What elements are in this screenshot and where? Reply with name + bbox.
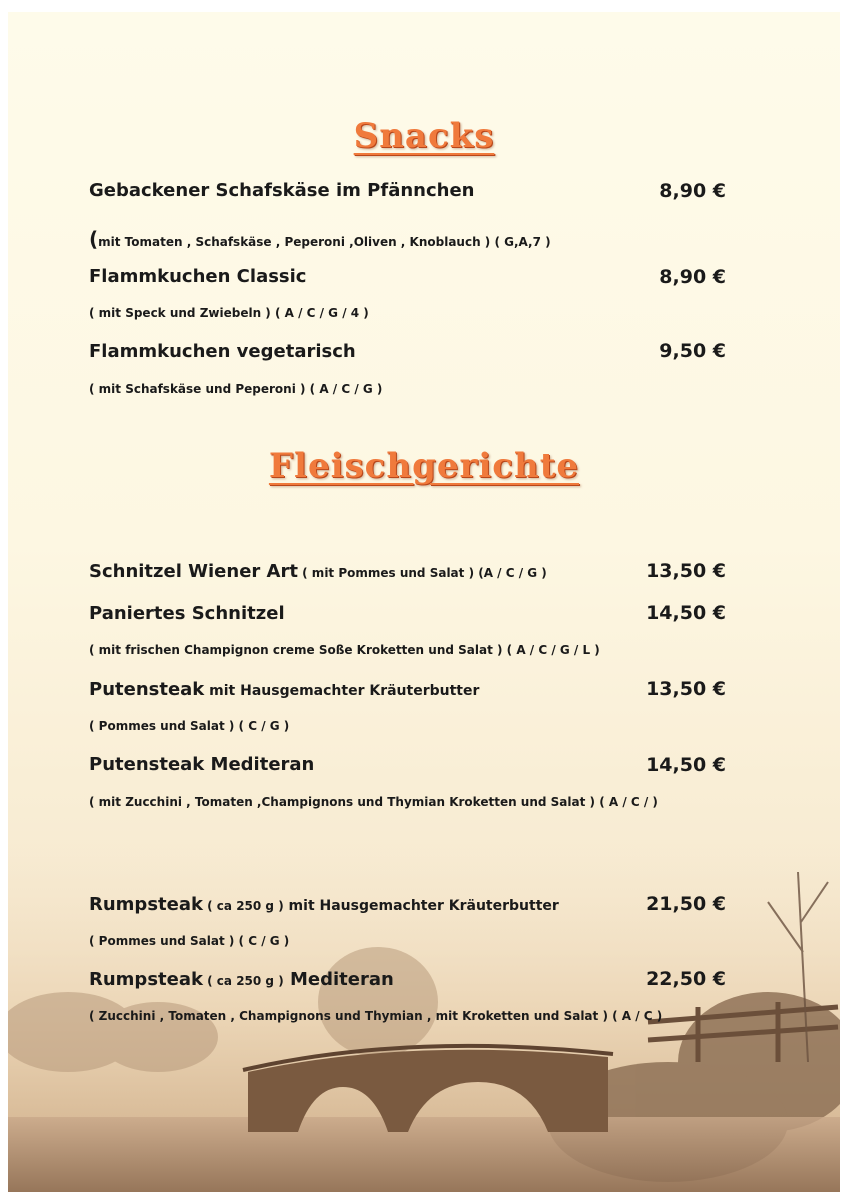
menu-item-price: 13,50 €: [646, 560, 726, 582]
menu-item-inline-detail: Mediteran: [283, 969, 394, 990]
menu-item-weight: ( ca 250 g ): [202, 974, 284, 988]
menu-item-title: Flammkuchen Classic: [89, 266, 307, 287]
menu-item-title: [89, 561, 547, 582]
menu-item-description: ( mit frischen Champignon creme Soße Kroketten und Salat ) ( A / C / G / L ): [89, 643, 600, 657]
menu-item-price: 14,50 €: [646, 602, 726, 624]
section-heading-fleischgerichte: Fleischgerichte: [268, 446, 580, 486]
menu-item-description: ( mit Speck und Zwiebeln ) ( A / C / G / 4 ): [89, 306, 369, 320]
menu-item-name: Putensteak: [89, 679, 205, 700]
menu-item-name: Schnitzel Wiener Art: [89, 561, 298, 582]
menu-item-title: [89, 969, 394, 990]
menu-item-description: ( Pommes und Salat ) ( C / G ): [89, 719, 290, 733]
menu-item-price: 22,50 €: [646, 968, 726, 990]
menu-item-title: Paniertes Schnitzel: [89, 603, 285, 624]
description-paren: (: [89, 227, 99, 251]
menu-item-title: Gebackener Schafskäse im Pfännchen: [89, 180, 475, 201]
section-heading-snacks: Snacks: [353, 116, 495, 156]
menu-item-price: 8,90 €: [659, 266, 726, 288]
menu-item-name: Rumpsteak: [89, 969, 203, 990]
menu-item-description: [89, 227, 551, 251]
menu-item-description: ( Pommes und Salat ) ( C / G ): [89, 934, 290, 948]
menu-item-price: 8,90 €: [659, 180, 726, 202]
menu-item-description: ( mit Zucchini , Tomaten ,Champignons und Thymian Kroketten und Salat ) ( A / C / ): [89, 795, 658, 809]
menu-item-title: [89, 894, 559, 915]
menu-item-price: 9,50 €: [659, 340, 726, 362]
menu-item-name: Rumpsteak: [89, 894, 203, 915]
menu-item-price: 14,50 €: [646, 754, 726, 776]
menu-item-inline-detail: mit Hausgemachter Kräuterbutter: [204, 683, 480, 699]
menu-item-title: Putensteak Mediteran: [89, 754, 315, 775]
menu-item-weight: ( ca 250 g ): [202, 899, 284, 913]
menu-item-price: 13,50 €: [646, 678, 726, 700]
menu-item-title: [89, 679, 479, 700]
menu-item-inline-detail: ( mit Pommes und Salat ) (A / C / G ): [297, 566, 547, 580]
menu-item-description: ( Zucchini , Tomaten , Champignons und Thymian , mit Kroketten und Salat ) ( A / C ): [89, 1009, 663, 1023]
description-text: mit Tomaten , Schafskäse , Peperoni ,Oliven , Knoblauch ) ( G,A,7 ): [98, 235, 551, 249]
menu-page: [8, 12, 840, 1192]
menu-item-price: 21,50 €: [646, 893, 726, 915]
menu-item-title: Flammkuchen vegetarisch: [89, 341, 356, 362]
menu-item-inline-detail: mit Hausgemachter Kräuterbutter: [283, 898, 559, 914]
menu-item-description: ( mit Schafskäse und Peperoni ) ( A / C / G ): [89, 382, 383, 396]
